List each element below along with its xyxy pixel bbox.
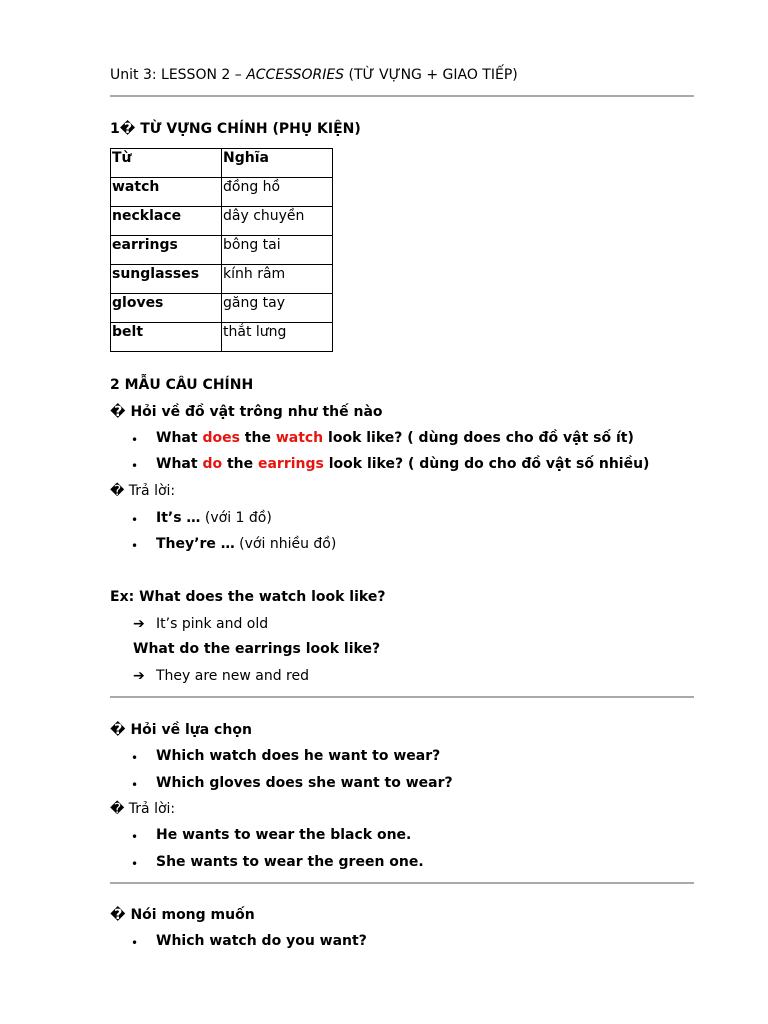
answer-phrase: It’s …	[156, 510, 201, 526]
table-row	[111, 178, 333, 207]
section-heading-patterns: 2 MẪU CÂU CHÍNH	[110, 377, 254, 393]
answer-label-text: Trả lời:	[124, 483, 176, 499]
word-cell: gloves	[111, 294, 222, 323]
bullet-icon: •	[131, 433, 139, 447]
bullet-icon: •	[131, 513, 139, 527]
box-marker: �	[110, 907, 126, 923]
section-heading-vocab	[110, 121, 361, 137]
answer-label-text: Trả lời:	[124, 801, 176, 817]
subheading-ask-look	[110, 404, 383, 420]
bullet-icon: •	[131, 830, 139, 844]
answer-note: (với nhiều đồ)	[234, 536, 337, 552]
answer-note: (với 1 đồ)	[200, 510, 272, 526]
word-cell: sunglasses	[111, 265, 222, 294]
subheading-text: Hỏi về đồ vật trông như thế nào	[125, 404, 383, 420]
meaning-cell: kính râm	[222, 265, 333, 294]
example-answer-2: They are new and red	[156, 668, 309, 684]
box-marker: �	[110, 483, 125, 499]
subheading-text: Hỏi về lựa chọn	[125, 722, 252, 738]
bullet-icon: •	[131, 751, 139, 765]
page-title	[110, 67, 518, 83]
word-cell: necklace	[111, 207, 222, 236]
title-prefix: Unit 3: LESSON 2 –	[110, 67, 247, 83]
bullet-icon: •	[131, 539, 139, 553]
question-which-gloves: Which gloves does she want to wear?	[156, 775, 453, 791]
example-question-2: What do the earrings look like?	[133, 641, 381, 657]
word-cell: earrings	[111, 236, 222, 265]
table-row	[111, 236, 333, 265]
text-run: What	[156, 430, 203, 446]
box-marker: �	[110, 801, 125, 817]
word-cell: belt	[111, 323, 222, 352]
answer-its	[156, 510, 272, 526]
text-run: the	[222, 456, 258, 472]
example-question-1: Ex: What does the watch look like?	[110, 589, 386, 605]
subheading-wish	[110, 907, 255, 923]
title-italic: ACCESSORIES	[246, 67, 345, 83]
highlight-watch: watch	[275, 430, 324, 446]
divider	[110, 95, 694, 97]
answer-phrase: They’re …	[156, 536, 235, 552]
number-marker: 1�	[110, 121, 136, 137]
highlight-does: does	[202, 430, 240, 446]
arrow-right-icon: ➔	[133, 668, 145, 684]
subheading-text: Nói mong muốn	[125, 907, 255, 923]
header-cell: Từ	[111, 149, 222, 178]
text-run: look like? ( dùng do cho đồ vật số nhiều)	[323, 456, 650, 472]
meaning-cell: dây chuyền	[222, 207, 333, 236]
text-run: look like? ( dùng does cho đồ vật số ít)	[323, 430, 634, 446]
text-run: What	[156, 456, 203, 472]
bullet-icon: •	[131, 459, 139, 473]
example-answer-1: It’s pink and old	[156, 616, 269, 632]
question-which-watch-want: Which watch do you want?	[156, 933, 367, 949]
bullet-icon: •	[131, 936, 139, 950]
answer-black-one: He wants to wear the black one.	[156, 827, 412, 843]
title-suffix: (TỪ VỰNG + GIAO TIẾP)	[344, 67, 518, 83]
box-marker: �	[110, 722, 126, 738]
subheading-ask-choice	[110, 722, 252, 738]
question-do-earrings	[156, 456, 649, 472]
arrow-right-icon: ➔	[133, 616, 145, 632]
highlight-earrings: earrings	[257, 456, 324, 472]
table-row	[111, 323, 333, 352]
section-heading-text: TỪ VỰNG CHÍNH (PHỤ KIỆN)	[135, 121, 361, 137]
bullet-icon: •	[131, 857, 139, 871]
meaning-cell: đồng hồ	[222, 178, 333, 207]
table-row	[111, 207, 333, 236]
table-row	[111, 294, 333, 323]
meaning-cell: găng tay	[222, 294, 333, 323]
meaning-cell: thắt lưng	[222, 323, 333, 352]
meaning-cell: bông tai	[222, 236, 333, 265]
answer-label	[110, 801, 175, 817]
bullet-icon: •	[131, 778, 139, 792]
word-cell: watch	[111, 178, 222, 207]
table-header-row	[111, 149, 333, 178]
question-does-watch	[156, 430, 634, 446]
table-row	[111, 265, 333, 294]
text-run: the	[239, 430, 276, 446]
answer-green-one: She wants to wear the green one.	[156, 854, 424, 870]
header-cell: Nghĩa	[222, 149, 333, 178]
box-marker: �	[110, 404, 126, 420]
vocab-table	[110, 148, 333, 352]
divider	[110, 882, 694, 884]
answer-theyre	[156, 536, 336, 552]
highlight-do: do	[202, 456, 223, 472]
question-which-watch: Which watch does he want to wear?	[156, 748, 441, 764]
divider	[110, 696, 694, 698]
answer-label	[110, 483, 175, 499]
